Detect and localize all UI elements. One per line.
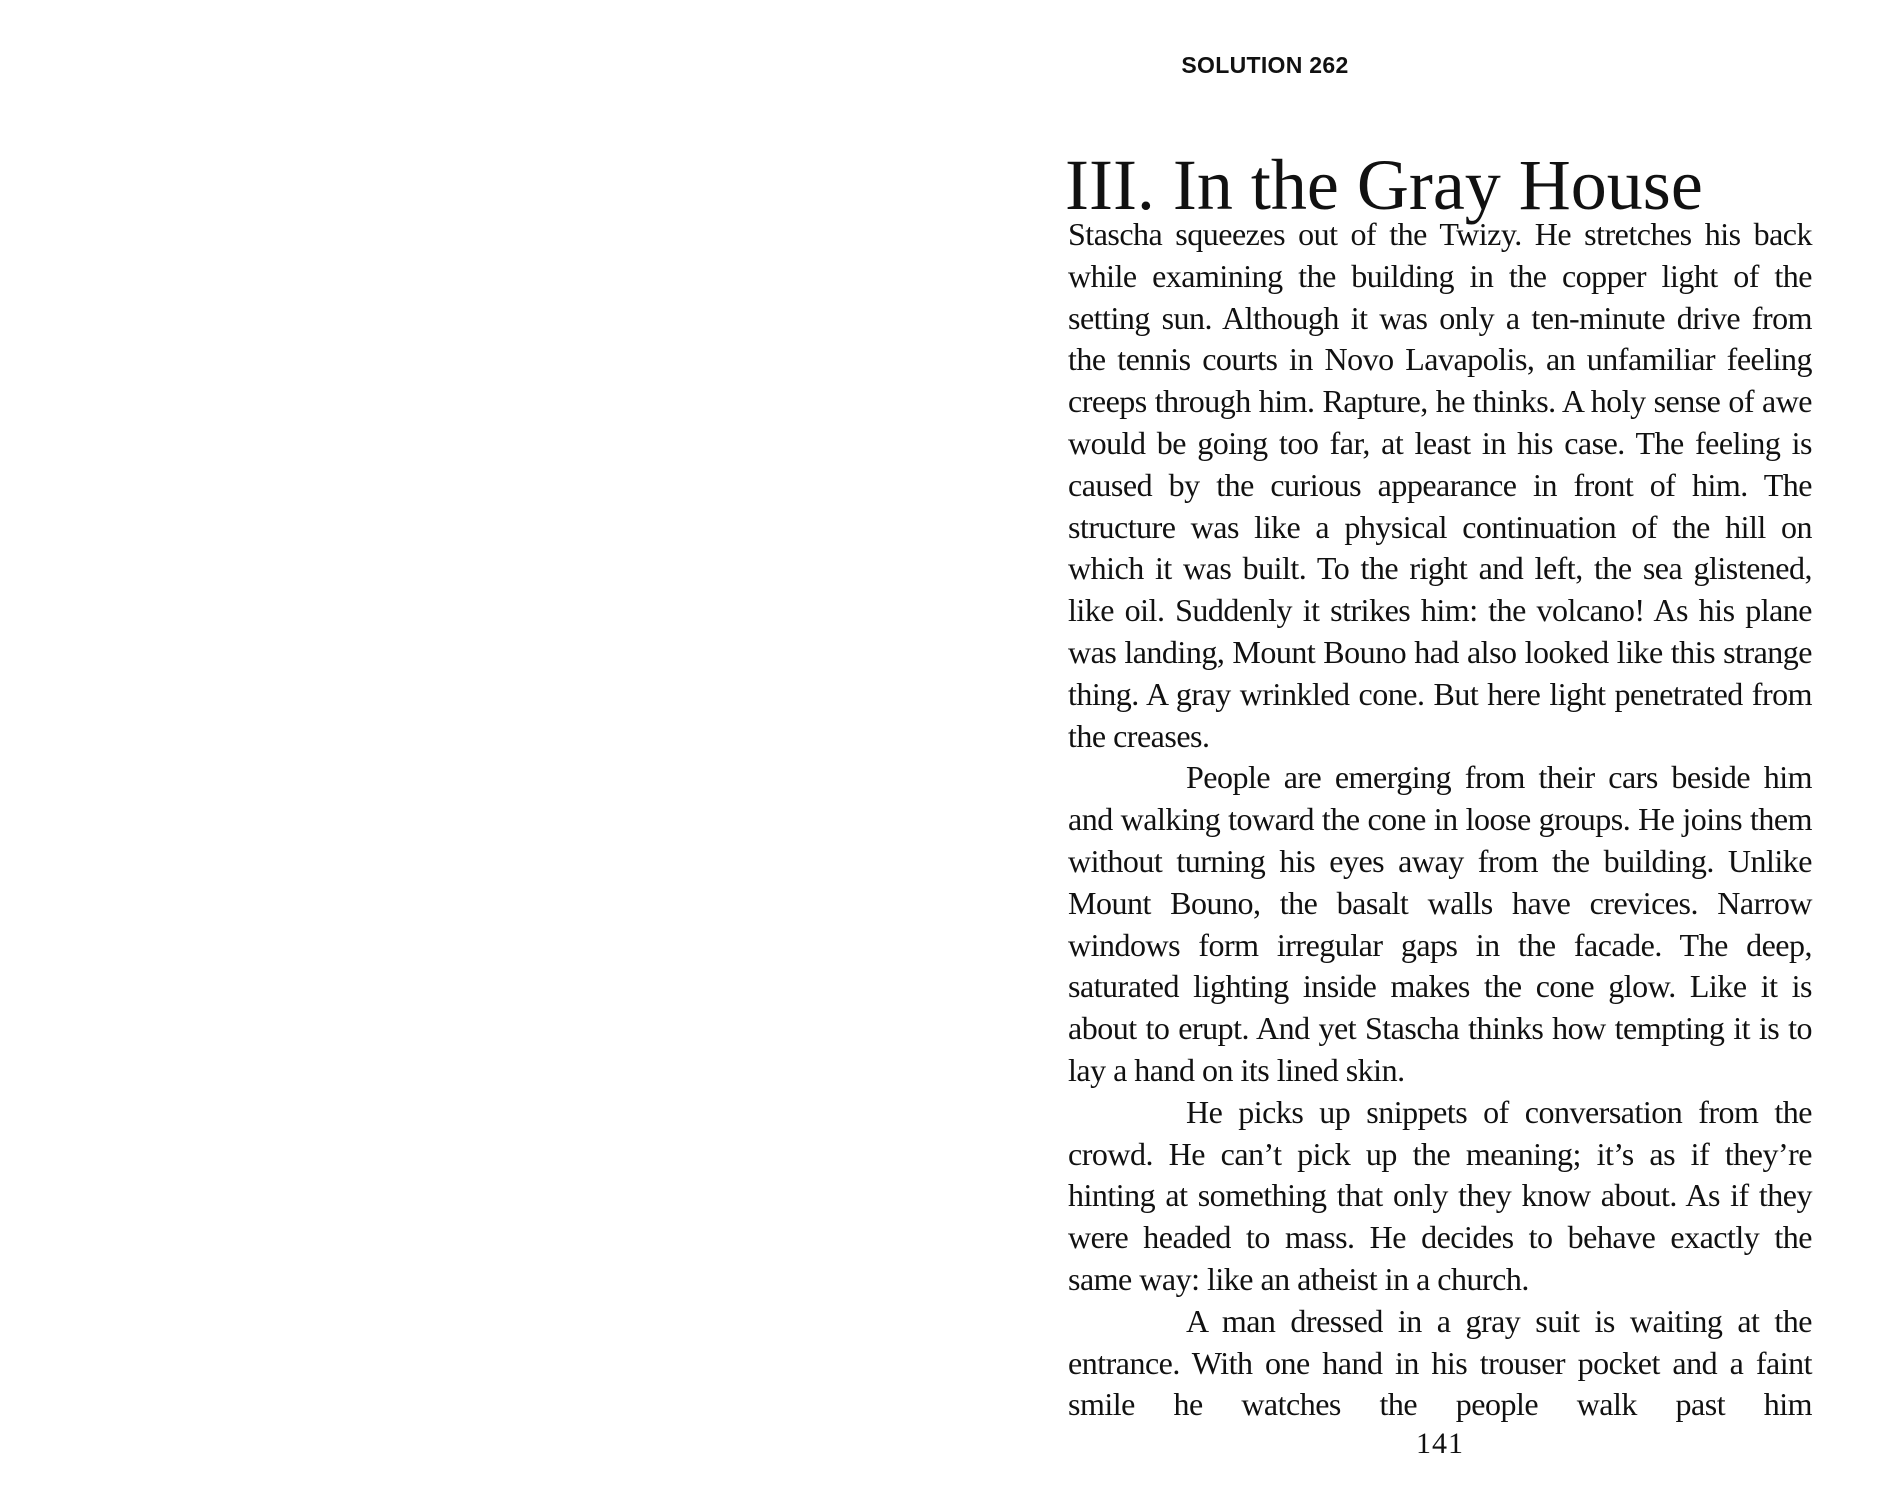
chapter-title: III. In the Gray House (1065, 145, 1703, 226)
body-text (1068, 214, 1812, 1426)
paragraph: Stascha squeezes out of the Twizy. He stretches his back while examining the building in the copper light of the setting sun. Although it was only a ten-minute drive from the tennis courts in Novo Lavapolis, an unfamiliar feeling creeps through him. Rapture, he thinks. A holy sense of awe would be going too far, at least in his case. The feeling is caused by the curious appearance in front of him. The structure was like a physical continuation of the hill on which it was built. To the right and left, the sea glistened, like oil. Suddenly it strikes him: the volcano! As his plane was landing, Mount Bouno had also looked like this strange thing. A gray wrinkled cone. But here light penetrated from the creases. (1068, 216, 1812, 754)
section-label: SOLUTION 262 (1181, 52, 1349, 78)
page-number: 141 (1416, 1427, 1464, 1460)
paragraph: People are emerging from their cars beside him and walking toward the cone in loose groups. He joins them without turning his eyes away from the building. Unlike Mount Bouno, the basalt walls have crevices. Narrow windows form irregular gaps in the facade. The deep, saturated lighting inside makes the cone glow. Like it is about to erupt. And yet Stascha thinks how tempting it is to lay a hand on its lined skin. (1068, 759, 1812, 1088)
paragraph: A man dressed in a gray suit is waiting at the entrance. With one hand in his trouser pocket and a faint smile he watches the people walk past him (1068, 1302, 1812, 1423)
left-page-blank (0, 0, 943, 1500)
paragraph: He picks up snippets of conversation from the crowd. He can’t pick up the meaning; it’s as if they’re hinting at something that only they know about. As if they were headed to mass. He decides to behave exactly the same way: like an atheist in a church. (1068, 1093, 1812, 1297)
